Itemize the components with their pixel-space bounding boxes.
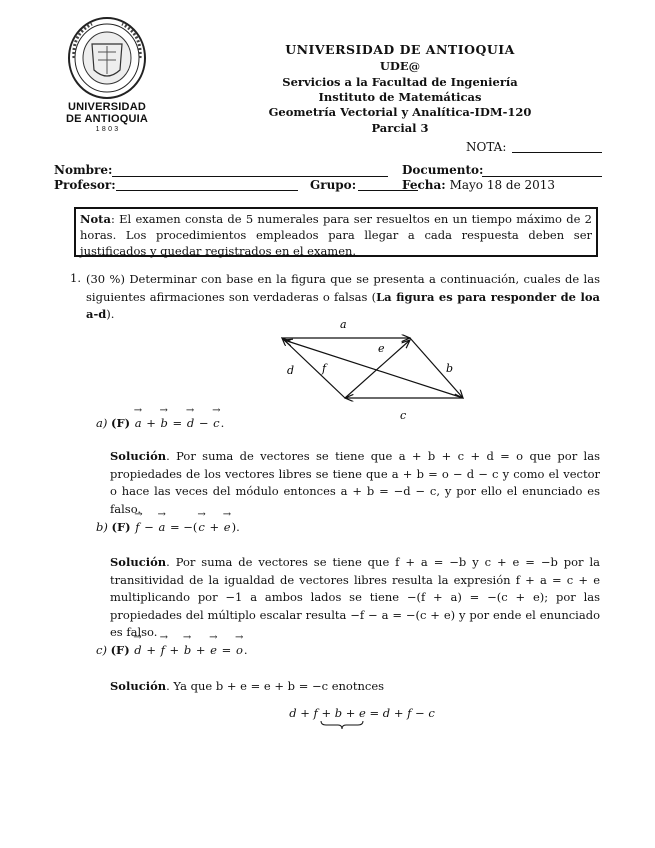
label-e: e [378, 342, 385, 355]
note-label: Nota [80, 212, 111, 226]
final-equation: d + f + b + e = d + f − c [289, 706, 435, 720]
item-b-label: b) [96, 520, 108, 534]
item-c-solution [110, 678, 600, 696]
nota-field[interactable] [512, 152, 602, 153]
label-a: a [340, 318, 347, 331]
item-c: c) (F) → d + → f + → b + → e = → o. [96, 643, 248, 657]
item-a-answer: (F) [111, 416, 131, 430]
fecha-value: Mayo 18 de 2013 [449, 178, 556, 192]
problem-text-end: ). [106, 307, 115, 321]
nota-label: NOTA: [466, 140, 507, 154]
fecha [402, 178, 555, 192]
exam-name: Parcial 3 [371, 121, 429, 135]
documento-label: Documento: [402, 163, 484, 177]
vector-figure [270, 312, 475, 422]
nombre-field[interactable] [112, 176, 388, 177]
documento-field[interactable] [482, 176, 602, 177]
problem-text: (30 %) Determinar con base en la figura que se presenta a continuación, cuales de las siguientes afirmaciones son verdaderas o falsas ( [86, 272, 600, 304]
unit-name: UDE@ [379, 59, 421, 73]
course-name: Geometría Vectorial y Analítica-IDM-120 [268, 105, 532, 119]
label-b: b [446, 362, 454, 375]
note-box [74, 207, 598, 257]
item-c-answer: (F) [110, 643, 130, 657]
fecha-label: Fecha: [402, 178, 446, 192]
item-b-solution [110, 554, 600, 642]
item-a-solution [110, 448, 600, 518]
problem-number: 1. [70, 271, 81, 285]
nombre-label: Nombre: [54, 163, 113, 177]
profesor-field[interactable] [116, 190, 298, 191]
profesor-label: Profesor: [54, 178, 116, 192]
university-name: UNIVERSIDAD DE ANTIOQUIA [285, 42, 515, 57]
item-b: b) (F) → f − → a = −(→ c + → e). [96, 520, 240, 534]
item-b-answer: (F) [111, 520, 131, 534]
item-c-label: c) [96, 643, 107, 657]
grupo-label: Grupo: [310, 178, 357, 192]
underbrace [320, 720, 364, 730]
item-c-solution-text: . Ya que b + e = e + b = −c enotnces [166, 679, 385, 693]
label-f: f [322, 362, 327, 375]
label-d: d [287, 364, 295, 377]
item-c-solution-label: Solución [110, 679, 167, 693]
item-a-solution-text: . Por suma de vectores se tiene que a + b + c + d = o que por las propiedades de los vectores libres se tiene que a + b = o − d − c y como el vector o hace las veces del módulo entonces a + b = −d − c, y por ello el enunciado es falso. [110, 449, 600, 516]
logo-year: 1 8 0 3 [95, 126, 119, 133]
item-a-solution-label: Solución [110, 449, 167, 463]
problem-bold: La figura es para responder de loa a-d [86, 289, 600, 321]
item-b-solution-label: Solución [110, 555, 167, 569]
label-c: c [400, 409, 407, 422]
logo-line1: UNIVERSIDAD [68, 101, 146, 113]
institute-name: Instituto de Matemáticas [318, 90, 482, 104]
vector-e-diagonal [284, 340, 463, 398]
item-a-label: a) [96, 416, 108, 430]
item-a: a) (F) → a + → b = → d − → c. [96, 416, 224, 430]
item-b-solution-text: . Por suma de vectores se tiene que f + a = −b y c + e = −b por la transitividad de la igualdad de vectores libres resulta la expresión f + a = c + e multiplicando por −1 a ambos lados se tiene −(f + a) = −(c + e); por las propiedades del múltiplo escalar resulta −f − a = −(c + e) y por ende el enunciado es falso. [110, 555, 600, 639]
note-text: : El examen consta de 5 numerales para ser resueltos en un tiempo máximo de 2 horas. Los procedimientos empleados para llegar a cada respuesta deben ser justificados y quedar registrados en el examen. [80, 212, 592, 258]
logo-line2: DE ANTIOQUIA [65, 113, 149, 125]
university-seal [62, 14, 152, 102]
service-name: Servicios a la Facultad de Ingeniería [282, 75, 518, 89]
